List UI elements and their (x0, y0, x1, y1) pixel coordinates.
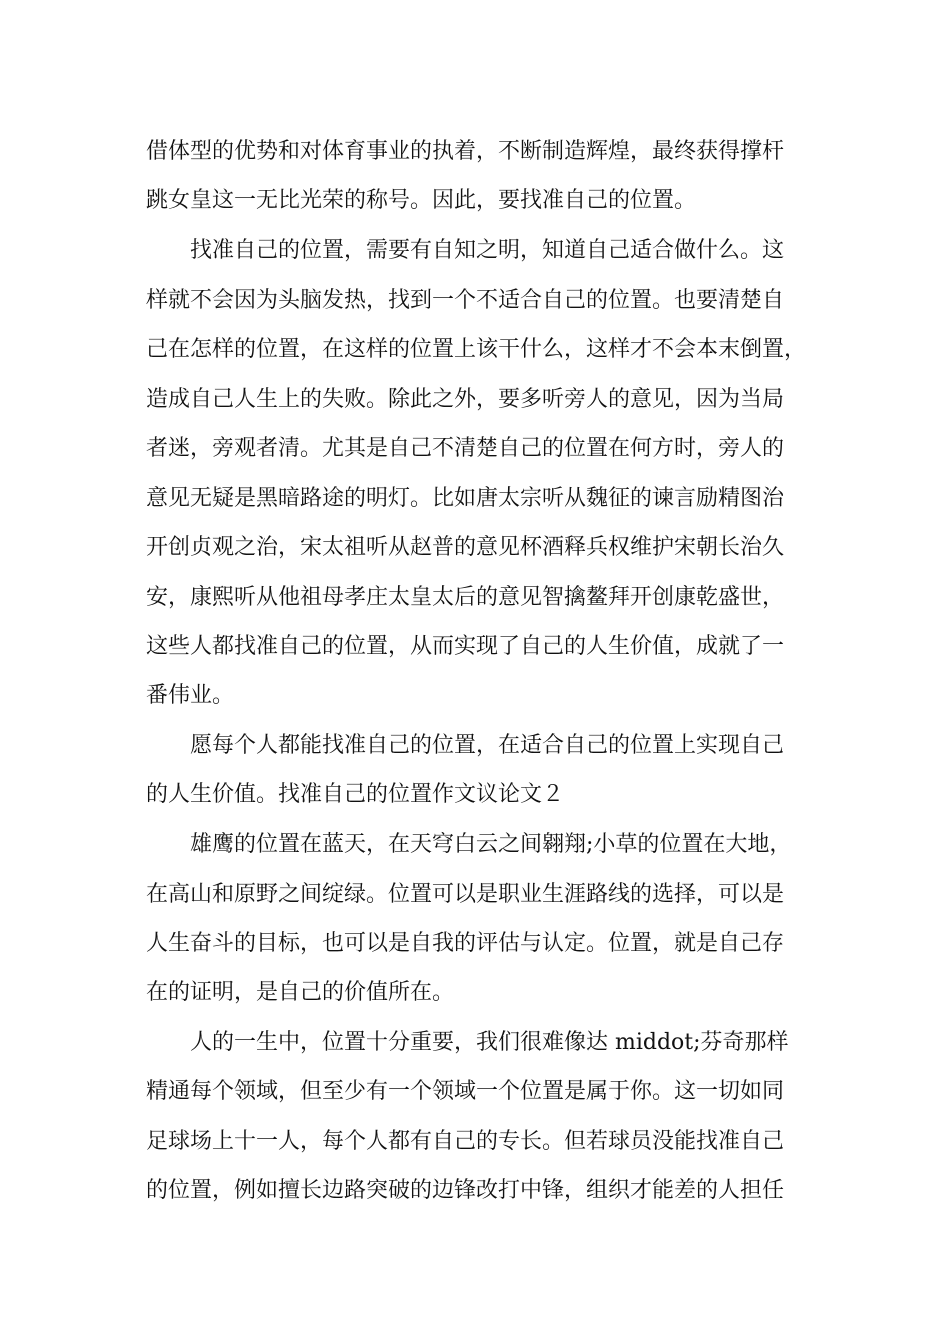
text-line-15: 雄鹰的位置在蓝天，在天穹白云之间翱翔;小草的位置在大地， (190, 832, 792, 857)
text-line-5: 己在怎样的位置，在这样的位置上该干什么，这样才不会本末倒置， (146, 337, 807, 362)
text-line-17: 人生奋斗的目标，也可以是自我的评估与认定。位置，就是自己存 (146, 931, 785, 956)
text-line-14: 的人生价值。找准自己的位置作文议论文２ (146, 782, 565, 807)
text-line-22: 的位置，例如擅长边路突破的边锋改打中锋，组织才能差的人担任 (146, 1178, 785, 1203)
text-line-18: 在的证明，是自己的价值所在。 (146, 980, 455, 1005)
text-line-1: 借体型的优势和对体育事业的执着，不断制造辉煌，最终获得撑杆 (146, 139, 785, 164)
text-line-12: 番伟业。 (146, 683, 235, 708)
text-line-16: 在高山和原野之间绽绿。位置可以是职业生涯路线的选择，可以是 (146, 882, 785, 907)
text-line-11: 这些人都找准自己的位置，从而实现了自己的人生价值，成就了一 (146, 634, 785, 659)
text-line-6: 造成自己人生上的失败。除此之外，要多听旁人的意见，因为当局 (146, 387, 785, 412)
text-line-21: 足球场上十一人，每个人都有自己的专长。但若球员没能找准自己 (146, 1129, 785, 1154)
text-line-8: 意见无疑是黑暗路途的明灯。比如唐太宗听从魏征的谏言励精图治 (146, 486, 785, 511)
text-line-13: 愿每个人都能找准自己的位置，在适合自己的位置上实现自己 (190, 733, 785, 758)
text-line-2: 跳女皇这一无比光荣的称号。因此，要找准自己的位置。 (146, 188, 697, 213)
text-line-10: 安，康熙听从他祖母孝庄太皇太后的意见智擒鳌拜开创康乾盛世， (146, 585, 785, 610)
text-line-19: 人的一生中，位置十分重要，我们很难像达 middot;芬奇那样 (190, 1030, 789, 1055)
text-line-20: 精通每个领域，但至少有一个领域一个位置是属于你。这一切如同 (146, 1079, 785, 1104)
text-line-3: 找准自己的位置，需要有自知之明，知道自己适合做什么。这 (190, 238, 785, 263)
text-line-7: 者迷，旁观者清。尤其是自己不清楚自己的位置在何方时，旁人的 (146, 436, 785, 461)
text-line-4: 样就不会因为头脑发热，找到一个不适合自己的位置。也要清楚自 (146, 288, 785, 313)
text-line-9: 开创贞观之治，宋太祖听从赵普的意见杯酒释兵权维护宋朝长治久 (146, 535, 785, 560)
